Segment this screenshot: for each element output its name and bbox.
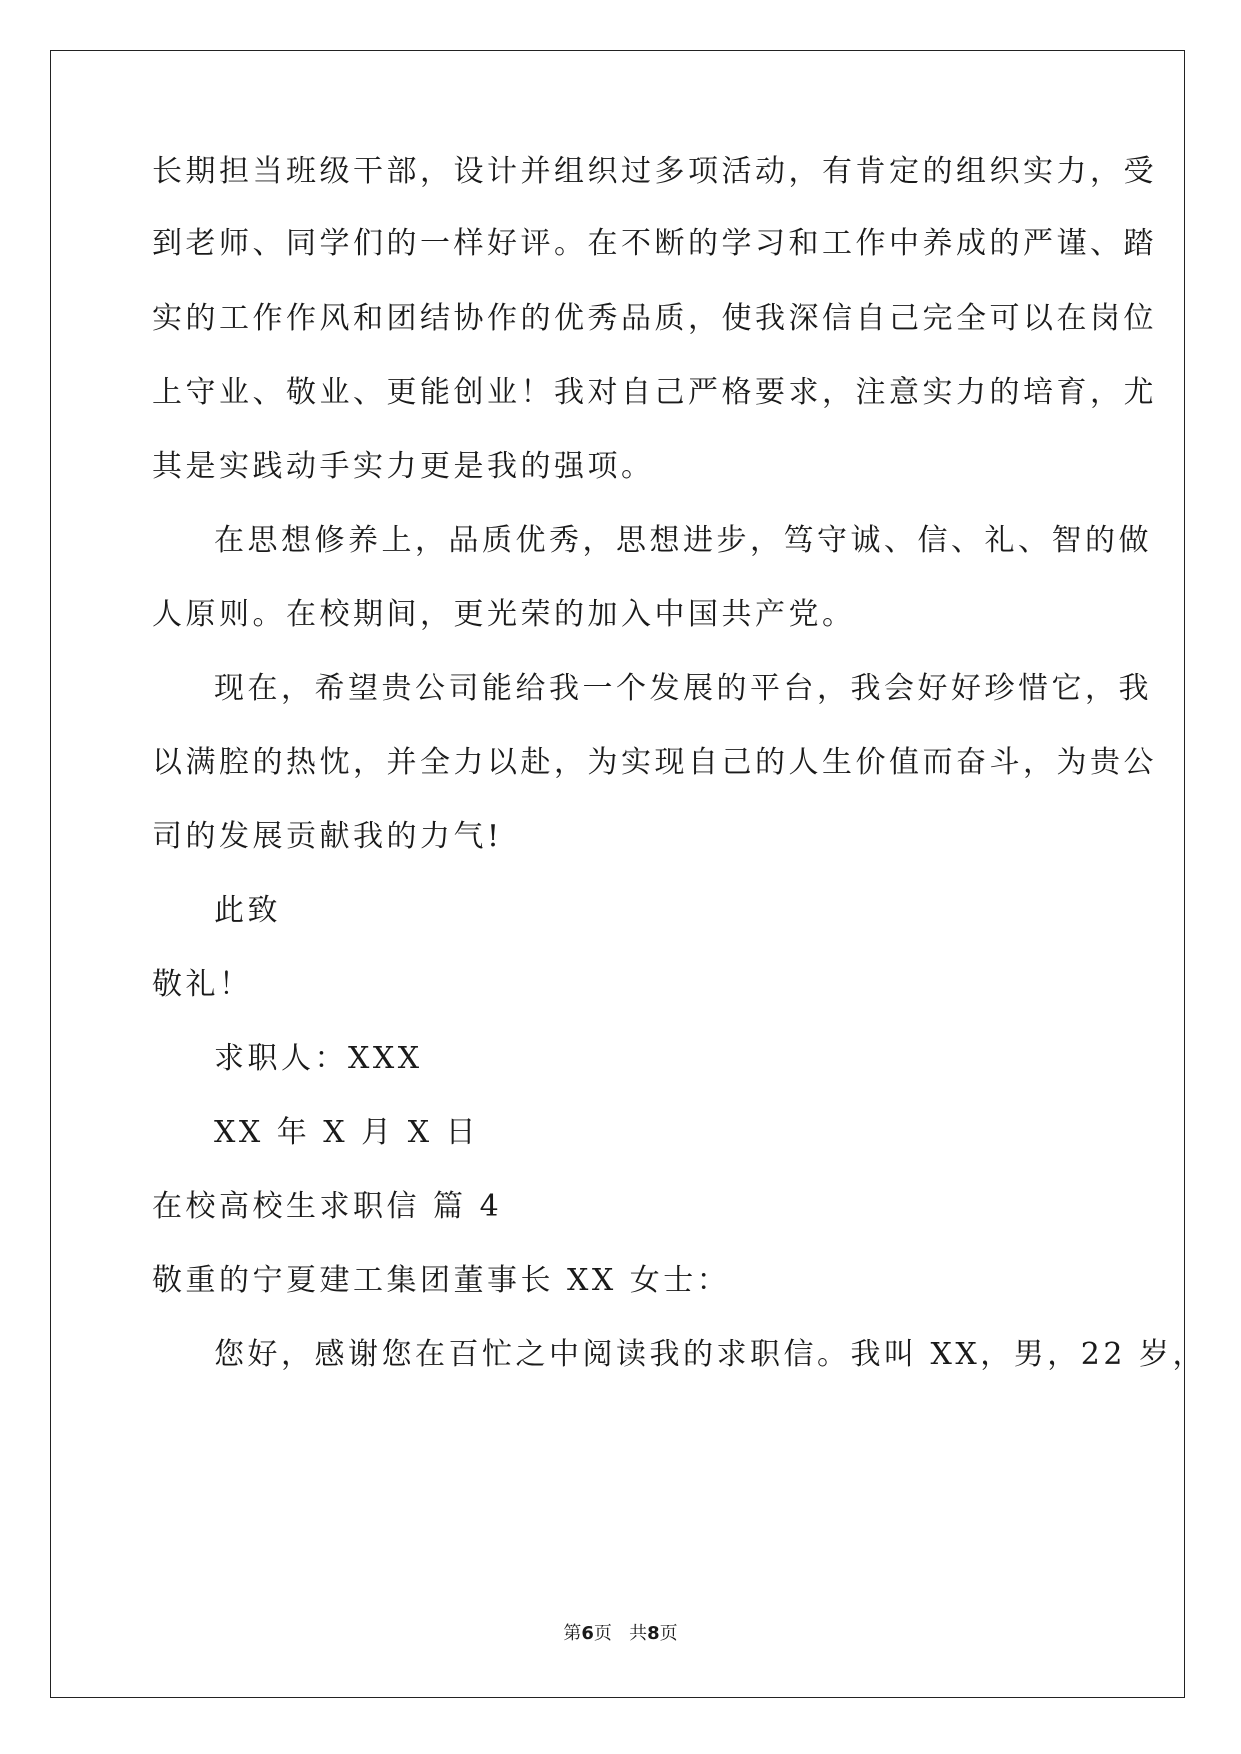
footer-page-number: 6 xyxy=(581,1623,594,1644)
closing-regards: 敬礼！ xyxy=(152,967,253,1002)
body-line-8: 现在，希望贵公司能给我一个发展的平台，我会好好珍惜它，我 xyxy=(214,671,1152,706)
footer-prefix: 第 xyxy=(563,1623,582,1644)
footer-middle: 页 共 xyxy=(593,1623,648,1644)
section-heading: 在校高校生求职信 篇 4 xyxy=(152,1189,503,1224)
footer-total-pages: 8 xyxy=(647,1623,660,1644)
page-footer xyxy=(0,1622,1241,1646)
page-border xyxy=(50,50,1185,1698)
body-line-4: 上守业、敬业、更能创业！我对自己严格要求，注意实力的培育，尤 xyxy=(152,375,1157,410)
letter-greeting: 敬重的宁夏建工集团董事长 XX 女士： xyxy=(152,1263,731,1298)
signature-date: XX 年 X 月 X 日 xyxy=(214,1115,480,1150)
body-line-3: 实的工作作风和团结协作的优秀品质，使我深信自己完全可以在岗位 xyxy=(152,301,1157,336)
body-line-9: 以满腔的热忱，并全力以赴，为实现自己的人生价值而奋斗，为贵公 xyxy=(152,745,1157,780)
body-line-1: 长期担当班级干部，设计并组织过多项活动，有肯定的组织实力，受 xyxy=(152,154,1157,189)
body-line-5: 其是实践动手实力更是我的强项。 xyxy=(152,449,655,484)
body-line-17: 您好，感谢您在百忙之中阅读我的求职信。我叫 XX，男，22 岁， xyxy=(214,1337,1206,1372)
body-line-2: 到老师、同学们的一样好评。在不断的学习和工作中养成的严谨、踏 xyxy=(152,226,1157,261)
body-line-10: 司的发展贡献我的力气! xyxy=(152,819,503,854)
body-line-6: 在思想修养上，品质优秀，思想进步，笃守诚、信、礼、智的做 xyxy=(214,523,1152,558)
body-line-7: 人原则。在校期间，更光荣的加入中国共产党。 xyxy=(152,597,856,632)
signature-applicant: 求职人：XXX xyxy=(214,1041,423,1076)
closing-salutation: 此致 xyxy=(214,893,281,928)
footer-suffix: 页 xyxy=(659,1623,678,1644)
